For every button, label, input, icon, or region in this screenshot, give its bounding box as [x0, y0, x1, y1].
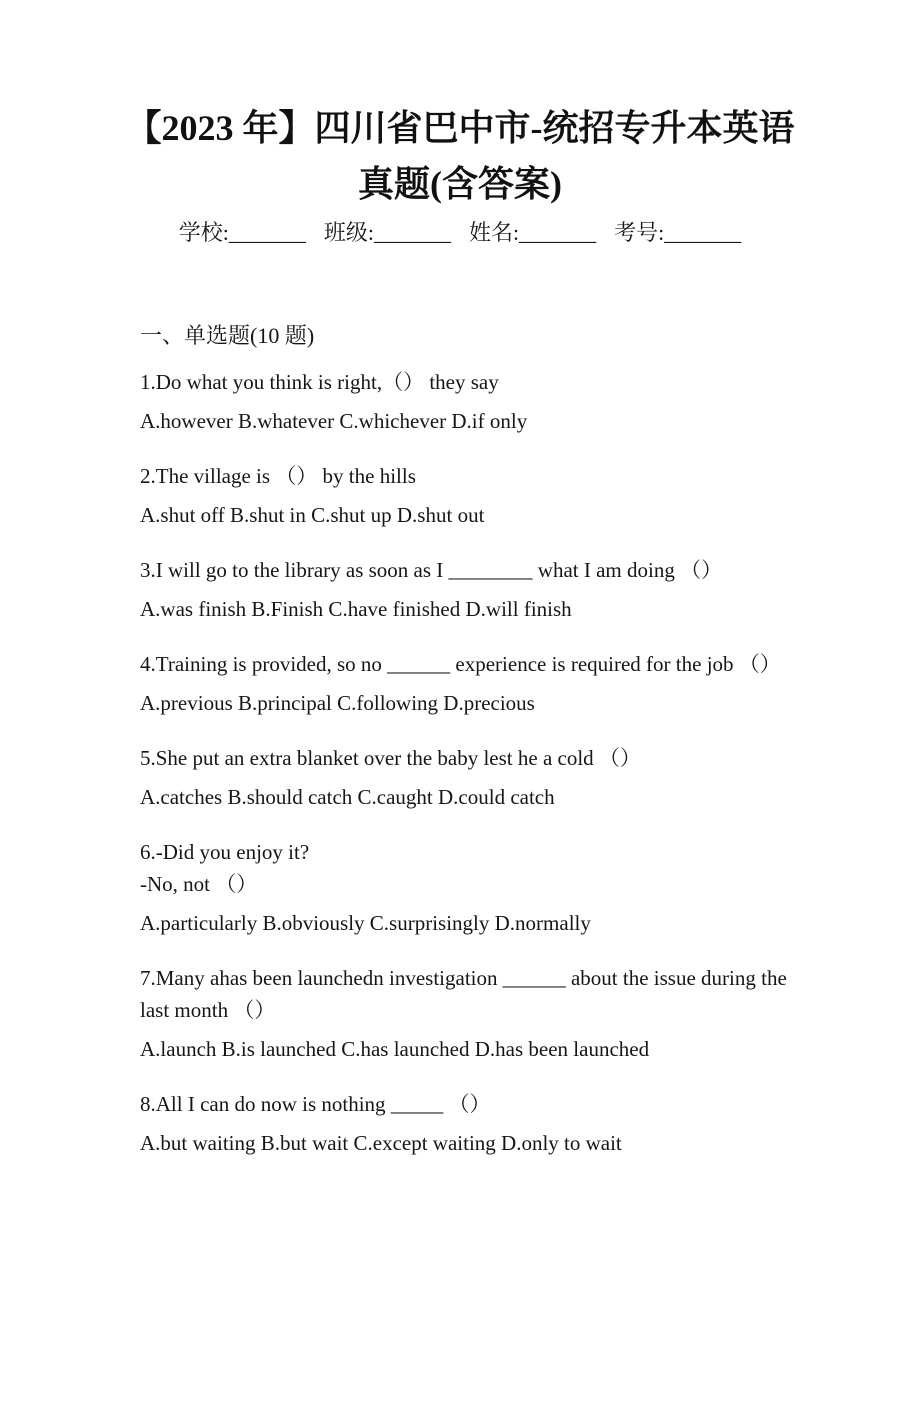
question-text: 3.I will go to the library as soon as I ________ what I am doing （） [140, 558, 723, 582]
question-text: 8.All I can do now is nothing _____ （） [140, 1092, 491, 1116]
question-options: A.particularly B.obviously C.surprisingly D.normally [140, 911, 591, 935]
questions [140, 366, 788, 1159]
question-text: 2.The village is （） by the hills [140, 464, 416, 488]
question-text: 4.Training is provided, so no ______ experience is required for the job （） [140, 652, 781, 676]
question-text: last month （） [140, 998, 276, 1022]
question-text: 7.Many ahas been launchedn investigation ______ about the issue during the [140, 966, 787, 990]
question-options: A.catches B.should catch C.caught D.could catch [140, 785, 555, 809]
page-title [40, 100, 880, 212]
question-options: A.previous B.principal C.following D.precious [140, 691, 535, 715]
question-options: A.but waiting B.but wait C.except waiting D.only to wait [140, 1131, 622, 1155]
exam-document-page [0, 100, 920, 1402]
question-options: A.however B.whatever C.whichever D.if only [140, 409, 528, 433]
student-info-field: 姓名:_______ [469, 220, 597, 245]
question-text: 6.-Did you enjoy it? [140, 840, 310, 864]
question-block [140, 460, 788, 531]
student-info-line [0, 218, 920, 248]
question-text: 5.She put an extra blanket over the baby lest he a cold （） [140, 746, 641, 770]
student-info-field: 考号:_______ [614, 220, 742, 245]
question-text: 1.Do what you think is right,（） they say [140, 370, 499, 394]
page-title-line-2: 真题(含答案) [358, 164, 562, 204]
question-block [140, 1088, 788, 1159]
page-title-line-1: 【2023 年】四川省巴中市-统招专升本英语 [125, 108, 795, 148]
question-block [140, 648, 788, 719]
question-block [140, 836, 788, 939]
section-heading: 一、单选题(10 题) [140, 323, 315, 348]
question-block [140, 962, 788, 1065]
student-info-field: 学校:_______ [178, 220, 306, 245]
question-text: -No, not （） [140, 872, 258, 896]
question-block [140, 366, 788, 437]
question-block [140, 742, 788, 813]
question-block [140, 554, 788, 625]
question-options: A.shut off B.shut in C.shut up D.shut out [140, 503, 485, 527]
question-options: A.launch B.is launched C.has launched D.has been launched [140, 1037, 650, 1061]
exam-body [0, 320, 920, 1159]
question-options: A.was finish B.Finish C.have finished D.will finish [140, 597, 572, 621]
student-info-field: 班级:_______ [323, 220, 451, 245]
